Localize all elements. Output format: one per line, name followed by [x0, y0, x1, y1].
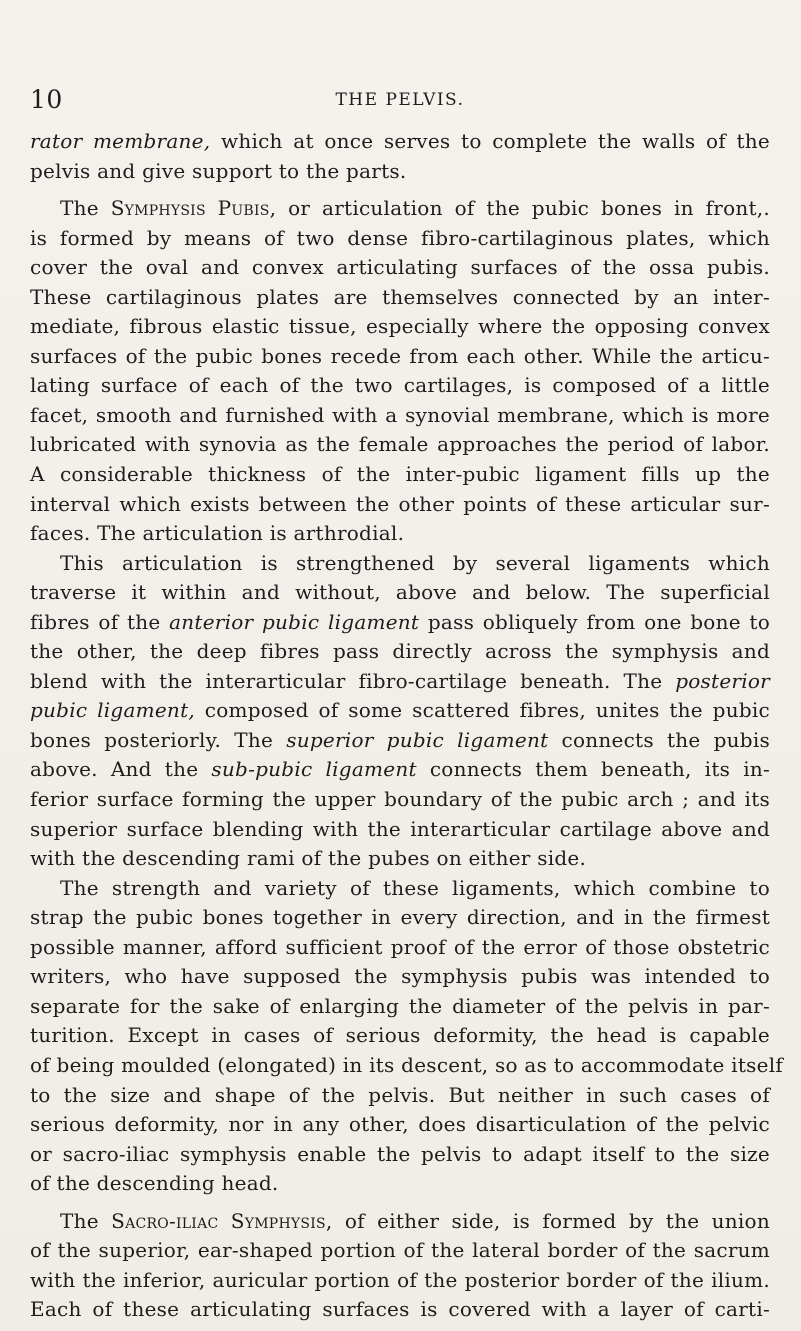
- text-line: to the size and shape of the pelvis. But neither in such cases of: [30, 1082, 770, 1107]
- text-line: cover the oval and convex articulating surfaces of the ossa pubis.: [30, 255, 770, 280]
- text-line: of being moulded (elongated) in its descent, so as to accommodate itself: [30, 1052, 784, 1077]
- emphasis: rator membrane,: [30, 129, 211, 153]
- emphasis: sub-pubic ligament: [211, 757, 417, 782]
- text-line: The Symphysis Pubis, or articulation of the pubic bones in front,.: [60, 196, 770, 221]
- page-header: [30, 86, 770, 114]
- text-line: serious deformity, nor in any other, does disarticulation of the pelvic: [30, 1112, 770, 1137]
- text-line: possible manner, afford sufficient proof of the error of those obstetric: [30, 934, 770, 959]
- text-line: lating surface of each of the two cartilages, is composed of a little: [30, 373, 770, 398]
- text-line: of the descending head.: [30, 1171, 279, 1196]
- emphasis: pubic ligament,: [30, 698, 195, 723]
- emphasis: posterior: [675, 668, 770, 693]
- text-line: superior surface blending with the interarticular cartilage above and: [30, 816, 770, 841]
- text-line: faces. The articulation is arthrodial.: [30, 521, 405, 546]
- text-line: blend with the interarticular fibro-cartilage beneath. The posterior: [30, 668, 770, 693]
- text-line: This articulation is strengthened by several ligaments which: [60, 550, 770, 575]
- text-line: rator membrane, which at once serves to complete the walls of the: [30, 129, 771, 153]
- text-line: or sacro-iliac symphysis enable the pelvis to adapt itself to the size: [30, 1141, 770, 1166]
- text-line: surfaces of the pubic bones recede from each other. While the articu-: [30, 343, 770, 368]
- small-caps-term: Symphysis Pubis,: [110, 196, 277, 221]
- text-line: with the inferior, auricular portion of the posterior border of the ilium.: [30, 1267, 770, 1292]
- text-line: traverse it within and without, above and below. The superficial: [30, 580, 770, 605]
- text-line: ferior surface forming the upper boundary of the pubic arch ; and its: [30, 787, 770, 812]
- text-line: These cartilaginous plates are themselves connected by an inter-: [30, 284, 770, 309]
- text-line: facet, smooth and furnished with a synovial membrane, which is more: [30, 402, 770, 427]
- text-line: mediate, fibrous elastic tissue, especially where the opposing convex: [30, 314, 770, 339]
- text-line: Each of these articulating surfaces is covered with a layer of carti-: [30, 1297, 770, 1322]
- text-line: pubic ligament, composed of some scattered fibres, unites the pubic: [30, 698, 770, 723]
- small-caps-term: Sacro-iliac Symphysis,: [111, 1208, 333, 1233]
- text-line: the other, the deep fibres pass directly across the symphysis and: [30, 639, 770, 664]
- text-line: of the superior, ear-shaped portion of the lateral border of the sacrum: [30, 1238, 770, 1263]
- text-line: above. And the sub-pubic ligament connects them beneath, its in-: [30, 757, 770, 782]
- text-line: The Sacro-iliac Symphysis, of either side, is formed by the union: [60, 1208, 770, 1233]
- text-line: The strength and variety of these ligaments, which combine to: [60, 875, 770, 900]
- text-line: separate for the sake of enlarging the diameter of the pelvis in par-: [30, 993, 770, 1018]
- text-line: writers, who have supposed the symphysis pubis was intended to: [30, 964, 770, 989]
- text-line: fibres of the anterior pubic ligament pass obliquely from one bone to: [30, 609, 771, 634]
- text-line: lubricated with synovia as the female approaches the period of labor.: [30, 432, 770, 457]
- text-line: is formed by means of two dense fibro-cartilaginous plates, which: [30, 225, 770, 250]
- text-line: with the descending rami of the pubes on either side.: [30, 846, 587, 871]
- emphasis: anterior pubic ligament: [169, 609, 420, 634]
- emphasis: superior pubic ligament: [286, 727, 549, 752]
- text-line: interval which exists between the other points of these articular sur-: [30, 491, 770, 516]
- text-line: strap the pubic bones together in every direction, and in the firmest: [30, 905, 770, 930]
- text-line: bones posteriorly. The superior pubic ligament connects the pubis: [30, 727, 770, 752]
- body-text: [30, 127, 784, 1325]
- text-line: pelvis and give support to the parts.: [30, 158, 407, 183]
- text-line: turition. Except in cases of serious deformity, the head is capable: [30, 1023, 770, 1048]
- page-number: 10: [30, 85, 63, 114]
- text-line: A considerable thickness of the inter-pubic ligament fills up the: [30, 462, 770, 487]
- running-head: THE PELVIS.: [335, 90, 465, 110]
